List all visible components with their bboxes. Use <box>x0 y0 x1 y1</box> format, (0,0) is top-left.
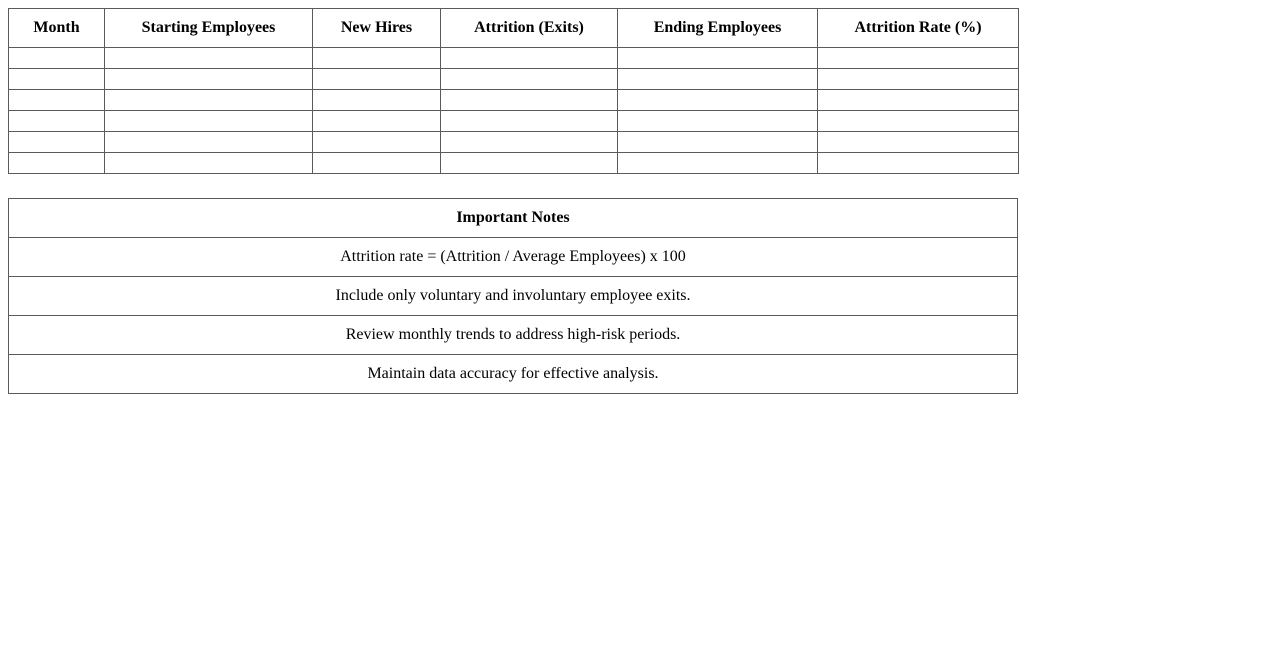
notes-header-row <box>9 199 1018 238</box>
table-cell <box>618 132 818 153</box>
table-cell <box>313 69 441 90</box>
column-header-attrition-exits: Attrition (Exits) <box>441 9 618 48</box>
table-cell <box>313 132 441 153</box>
header-row <box>9 9 1019 48</box>
table-cell <box>618 90 818 111</box>
table-cell <box>441 90 618 111</box>
table-row <box>9 90 1019 111</box>
table-row <box>9 69 1019 90</box>
table-cell <box>618 111 818 132</box>
attrition-tracker-table <box>8 8 1019 174</box>
table-cell <box>441 153 618 174</box>
table-cell <box>818 90 1019 111</box>
table-cell <box>105 111 313 132</box>
table-cell <box>313 90 441 111</box>
table-cell <box>9 69 105 90</box>
table-cell <box>441 69 618 90</box>
table-cell <box>818 69 1019 90</box>
table-cell <box>105 90 313 111</box>
table-cell <box>9 153 105 174</box>
table-cell <box>9 132 105 153</box>
note-item: Review monthly trends to address high-risk periods. <box>9 316 1018 355</box>
notes-row <box>9 355 1018 394</box>
table-cell <box>9 48 105 69</box>
table-cell <box>441 132 618 153</box>
table-row <box>9 48 1019 69</box>
table-cell <box>818 48 1019 69</box>
table-cell <box>313 111 441 132</box>
table-cell <box>9 111 105 132</box>
notes-row <box>9 238 1018 277</box>
table-cell <box>105 69 313 90</box>
column-header-new-hires: New Hires <box>313 9 441 48</box>
column-header-ending-employees: Ending Employees <box>618 9 818 48</box>
table-row <box>9 111 1019 132</box>
column-header-month: Month <box>9 9 105 48</box>
note-item: Maintain data accuracy for effective analysis. <box>9 355 1018 394</box>
table-cell <box>441 48 618 69</box>
table-cell <box>105 153 313 174</box>
table-row <box>9 153 1019 174</box>
table-cell <box>618 48 818 69</box>
note-item: Include only voluntary and involuntary employee exits. <box>9 277 1018 316</box>
column-header-attrition-rate: Attrition Rate (%) <box>818 9 1019 48</box>
table-cell <box>313 153 441 174</box>
table-cell <box>9 90 105 111</box>
table-cell <box>313 48 441 69</box>
note-item: Attrition rate = (Attrition / Average Employees) x 100 <box>9 238 1018 277</box>
notes-row <box>9 316 1018 355</box>
table-cell <box>618 69 818 90</box>
table-cell <box>105 48 313 69</box>
table-cell <box>105 132 313 153</box>
notes-row <box>9 277 1018 316</box>
table-cell <box>818 111 1019 132</box>
table-cell <box>818 153 1019 174</box>
table-cell <box>441 111 618 132</box>
notes-title: Important Notes <box>9 199 1018 238</box>
table-cell <box>818 132 1019 153</box>
important-notes-table <box>8 198 1018 394</box>
column-header-starting-employees: Starting Employees <box>105 9 313 48</box>
table-cell <box>618 153 818 174</box>
table-row <box>9 132 1019 153</box>
